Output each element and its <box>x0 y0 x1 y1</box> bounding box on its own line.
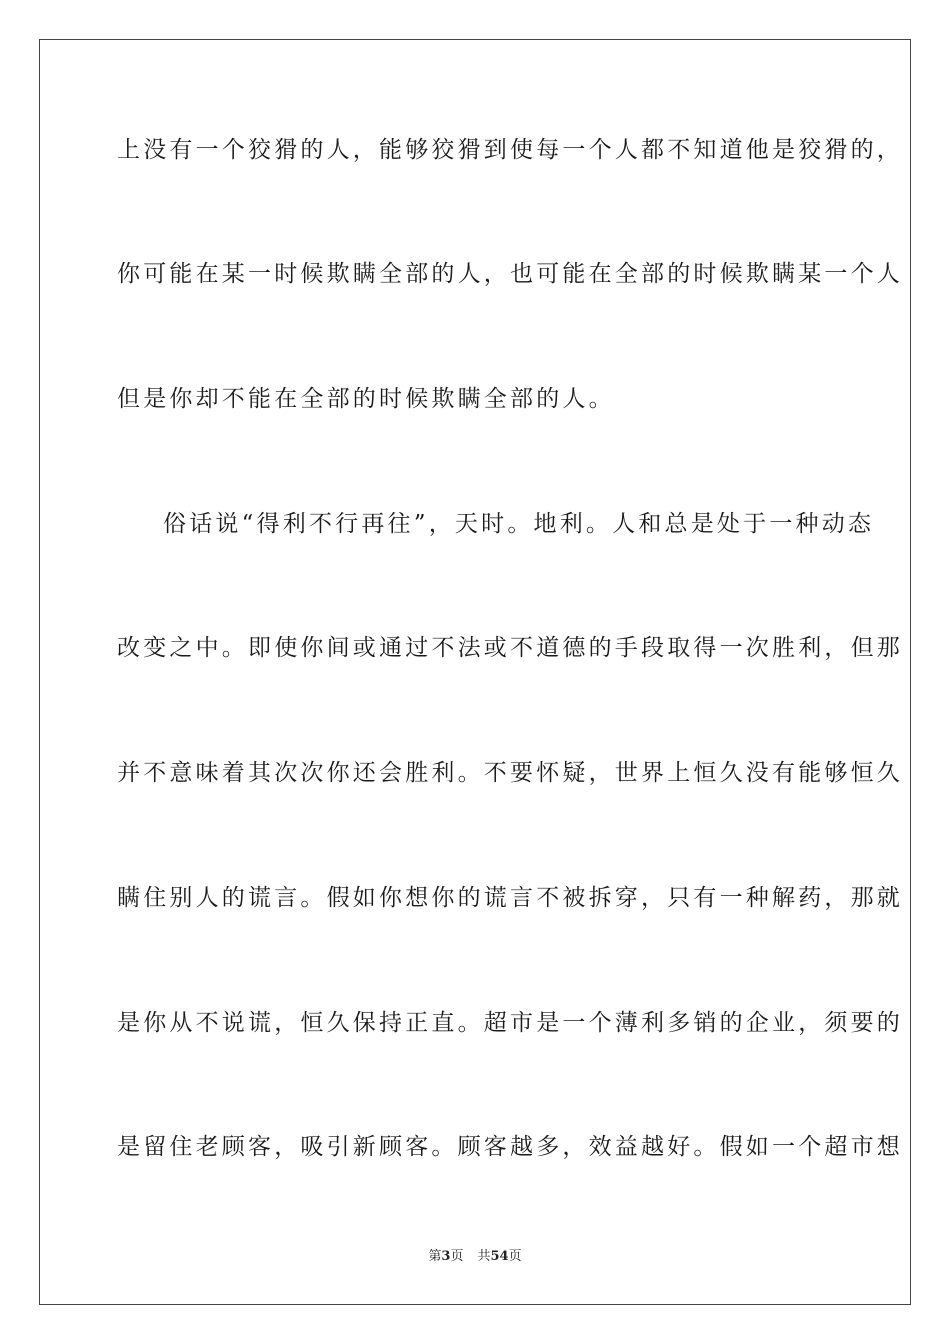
text-line-5: 改变之中。即使你间或通过不法或不道德的手段取得一次胜利，但那 <box>117 635 903 661</box>
page-prefix: 第 <box>428 1249 442 1264</box>
total-pages: 54 <box>490 1249 509 1264</box>
text-line-3: 但是你却不能在全部的时候欺瞒全部的人。 <box>117 386 615 412</box>
text-line-6: 并不意味着其次次你还会胜利。不要怀疑，世界上恒久没有能够恒久 <box>117 760 903 786</box>
text-line-9: 是留住老顾客，吸引新顾客。顾客越多，效益越好。假如一个超市想 <box>117 1134 903 1160</box>
text-line-1: 上没有一个狡猾的人，能够狡猾到使每一个人都不知道他是狡猾的， <box>117 137 903 163</box>
text-line-2: 你可能在某一时候欺瞒全部的人，也可能在全部的时候欺瞒某一个人 <box>117 261 903 287</box>
page-footer <box>0 1248 950 1266</box>
text-line-8: 是你从不说谎，恒久保持正直。超市是一个薄利多销的企业，须要的 <box>117 1010 903 1036</box>
page-suffix: 页 <box>450 1249 464 1264</box>
text-line-7: 瞒住别人的谎言。假如你想你的谎言不被拆穿，只有一种解药，那就 <box>117 885 903 911</box>
paragraph-start-line: 俗话说“得利不行再往”，天时。地利。人和总是处于一种动态 <box>163 511 875 537</box>
total-prefix: 共 <box>477 1249 491 1264</box>
page-number: 3 <box>441 1249 451 1264</box>
page-border <box>39 39 911 1305</box>
total-suffix: 页 <box>508 1249 522 1264</box>
